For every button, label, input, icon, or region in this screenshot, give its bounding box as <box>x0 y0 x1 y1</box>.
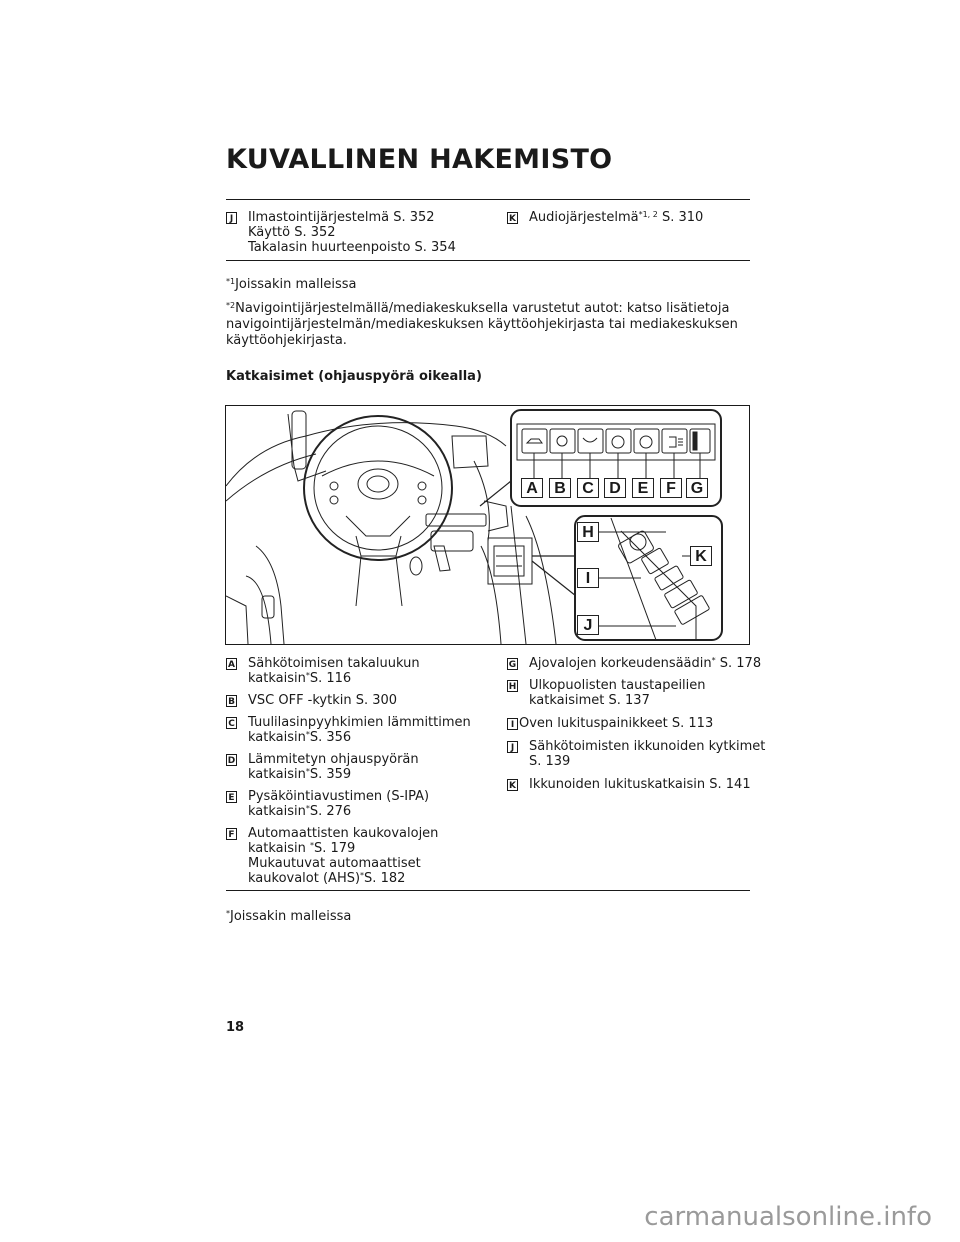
callout-e: E <box>632 478 654 498</box>
footnote-bottom: *Joissakin malleissa <box>226 909 352 924</box>
item-key-label: I <box>507 718 518 730</box>
index-item-h: H Ulkopuolisten taustapeilien katkaisimet S. 137 <box>508 678 706 708</box>
callout-g: G <box>686 478 708 498</box>
item-key-label: H <box>508 682 517 692</box>
section-heading: Katkaisimet (ohjauspyörä oikealla) <box>226 369 482 384</box>
item-key-label: B <box>226 695 237 707</box>
callout-c: C <box>577 478 599 498</box>
index-item-c: C Tuulilasinpyyhkimien lämmittimen katkaisin*S. 356 <box>226 715 466 747</box>
item-key-label: G <box>508 660 517 670</box>
watermark: carmanualsonline.info <box>644 1202 932 1232</box>
item-key-label: J <box>507 741 518 753</box>
item-key-label: A <box>226 658 237 670</box>
callout-d: D <box>604 478 626 498</box>
callout-b: B <box>549 478 571 498</box>
page-number: 18 <box>226 1020 245 1035</box>
callout-f: F <box>660 478 682 498</box>
index-item-f: F Automaattisten kaukovalojen katkaisin *S. 179 Mukautuvat automaattiset kaukovalot (AHS)*S. 182 <box>226 826 466 890</box>
item-key-label: C <box>226 717 237 729</box>
items-rule <box>226 260 750 261</box>
headlight-leveling-icon <box>693 432 697 450</box>
index-item-e: E Pysäköintiavustimen (S-IPA) katkaisin*S. 276 <box>226 789 466 821</box>
index-item-a: A Sähkötoimisen takaluukun katkaisin*S. 116 <box>226 656 466 688</box>
switches-figure <box>225 405 750 645</box>
list-bottom-rule <box>226 890 750 891</box>
index-item-d: D Lämmitetyn ohjauspyörän katkaisin*S. 359 <box>227 752 419 782</box>
item-key-label: F <box>226 828 237 840</box>
index-item-k-bottom: K Ikkunoiden lukituskatkaisin S. 141 <box>509 777 751 792</box>
item-key-label: D <box>227 756 236 766</box>
item-key-label: K <box>507 212 518 224</box>
footnote-1: $^{*1}$Joissakin malleissa <box>226 277 357 292</box>
item-key-label: J <box>226 212 237 224</box>
index-item-k: K Audiojärjestelmä$^{*1, 2}$ S. 310 <box>509 210 704 225</box>
page-title: KUVALLINEN HAKEMISTO <box>226 144 613 175</box>
callout-k: K <box>690 546 712 566</box>
item-line: Ilmastointijärjestelmä S. 352 <box>248 210 435 225</box>
callout-h: H <box>577 522 599 542</box>
index-item-g: G Ajovalojen korkeudensäädin* S. 178 <box>508 656 762 671</box>
top-rule <box>226 199 750 200</box>
item-key-label: E <box>226 791 237 803</box>
index-item-b: B VSC OFF -kytkin S. 300 <box>226 693 466 709</box>
dashboard-illustration <box>226 406 749 644</box>
callout-i: I <box>577 568 599 588</box>
item-line: Takalasin huurteenpoisto S. 354 <box>248 240 456 255</box>
callout-j: J <box>577 615 599 635</box>
footnote-2: $^{*2}$Navigointijärjestelmällä/mediakeskuksella varustetut autot: katso lisätietoja navigointijärjestelmän/mediakeskuksen käyttöohjekirjasta tai mediakeskuksen käyttöohjekirjasta. <box>226 301 738 348</box>
index-item-i: I Oven lukituspainikkeet S. 113 <box>507 716 752 732</box>
item-line: Käyttö S. 352 <box>248 225 336 240</box>
item-key-label: K <box>507 779 518 791</box>
index-item-j-bottom: J Sähkötoimisten ikkunoiden kytkimet S. 139 <box>507 739 752 771</box>
index-item-j <box>226 210 486 258</box>
callout-a: A <box>521 478 543 498</box>
